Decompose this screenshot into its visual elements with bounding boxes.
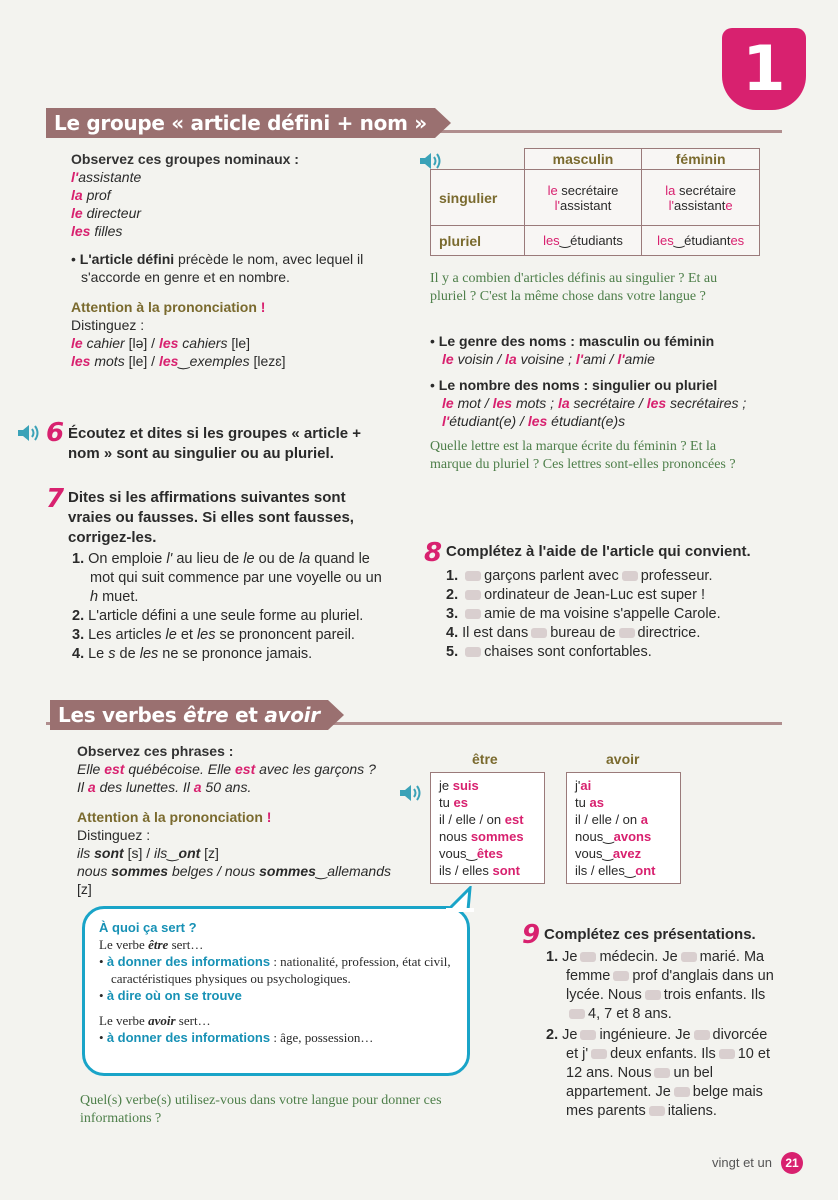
exercise-7-number: 7 <box>46 484 65 514</box>
section-title-articles: Le groupe « article défini + nom » <box>46 108 435 138</box>
info-avoir-intro: Le verbe avoir sert… <box>99 1013 211 1028</box>
etre-line: il / elle / on est <box>439 812 524 827</box>
exercise-9-instruction: Complétez ces présentations. <box>544 926 756 943</box>
cell-feminin-pluriel: les‿étudiantes <box>642 226 760 256</box>
table-row-singulier: singulier <box>431 170 525 226</box>
section-title-verbes: Les verbes être et avoir <box>50 700 328 730</box>
exercise-7-list <box>72 550 392 664</box>
etre-line: ils / elles sont <box>439 863 520 878</box>
ex7-item-4: 4. Le s de les ne se prononce jamais. <box>72 646 313 662</box>
observe-block-1 <box>71 150 371 370</box>
nombre-rule: • Le nombre des noms : singulier ou pluriel le mot / les mots ; la secrétaire / les secrétaires ; l'étudiant(e) / les étudiant(e)s <box>430 376 775 430</box>
question-articles: Il y a combien d'articles définis au singulier ? Et au pluriel ? C'est la même chose dans votre langue ? <box>430 271 718 304</box>
exercise-8-list <box>446 567 776 662</box>
ex8-item-1: 1. garçons parlent avec professeur. <box>446 568 713 584</box>
observe-heading: Observez ces groupes nominaux : <box>71 151 299 167</box>
etre-title: être <box>472 751 498 767</box>
exercise-6-number: 6 <box>46 418 65 448</box>
unit-number: 1 <box>742 32 786 105</box>
ex7-item-2: 2. L'article défini a une seule forme au pluriel. <box>72 608 364 624</box>
etre-line: tu es <box>439 795 468 810</box>
question-marques: Quelle lettre est la marque écrite du féminin ? Et la marque du pluriel ? Ces lettres sont-elles prononcées ? <box>430 439 736 472</box>
info-title: À quoi ça sert ? <box>99 920 197 935</box>
avoir-conjugation <box>566 772 681 884</box>
exercise-9-list <box>546 948 776 1121</box>
speaker-icon-verbes[interactable] <box>398 782 424 804</box>
avoir-line: il / elle / on a <box>575 812 648 827</box>
exercise-7-instruction: Dites si les affirmations suivantes sont vraies ou fausses. Si elles sont fausses, corrigez-les. <box>68 489 354 546</box>
exercise-9-number: 9 <box>522 920 541 950</box>
distinguez-label: Distinguez : <box>71 317 145 333</box>
genre-example: le voisin / la voisine ; l'ami / l'amie <box>442 351 655 367</box>
speaker-icon-ex6[interactable] <box>16 422 42 444</box>
observe-heading-2: Observez ces phrases : <box>77 743 234 759</box>
ex9-item-1: 1. Je médecin. Je marié. Ma femme prof d'anglais dans un lycée. Nous trois enfants. Ils4, 7 et 8 ans. <box>546 949 774 1022</box>
noun-group-1: l'assistante <box>71 169 142 185</box>
exercise-8-number: 8 <box>424 538 443 568</box>
table-row-pluriel: pluriel <box>431 226 525 256</box>
pronunciation-line-2: les mots [le] / les‿exemples [lezɛ] <box>71 353 286 369</box>
article-table <box>430 148 760 256</box>
etre-line: vous‿êtes <box>439 846 503 861</box>
table-col-feminin: féminin <box>642 149 760 170</box>
avoir-line: j'ai <box>575 778 592 793</box>
rule-article: • L'article défini précède le nom, avec lequel il s'accorde en genre et en nombre. <box>71 251 364 285</box>
ex9-item-2: 2. Je ingénieure. Je divorcée et j' deux enfants. Ils 10 et 12 ans. Nous un bel appartement. Je belge mais mes parents italiens. <box>546 1027 770 1119</box>
avoir-line: nous‿avons <box>575 829 652 844</box>
nombre-example: le mot / les mots ; la secrétaire / les secrétaires ; l'étudiant(e) / les étudiant(e)s <box>442 395 747 429</box>
avoir-line: ils / elles‿ont <box>575 863 656 878</box>
avoir-title: avoir <box>606 751 640 767</box>
pron-verb-1: ils sont [s] / ils‿ont [z] <box>77 845 219 861</box>
table-col-masculin: masculin <box>524 149 642 170</box>
exercise-6-instruction: Écoutez et dites si les groupes « article + nom » sont au singulier ou au pluriel. <box>68 425 362 462</box>
genre-rule: • Le genre des noms : masculin ou féminin le voisin / la voisine ; l'ami / l'amie <box>430 332 770 368</box>
ex7-item-1: 1. On emploie l' au lieu de le ou de la quand le mot qui suit commence par une voyelle ou un h muet. <box>72 551 382 605</box>
info-bubble <box>82 906 470 1076</box>
page-number-text: vingt et un <box>712 1155 772 1170</box>
unit-badge <box>722 28 806 110</box>
ex8-item-4: 4. Il est dans bureau de directrice. <box>446 625 701 641</box>
info-bullet-2: • à dire où on se trouve <box>99 988 242 1003</box>
cell-feminin-singulier: la secrétaire l'assistante <box>642 170 760 226</box>
page-number-badge: 21 <box>781 1152 803 1174</box>
noun-group-4: les filles <box>71 223 123 239</box>
pron-verb-2: nous sommes belges / nous sommes‿allemands [z] <box>77 863 392 897</box>
etre-line: je suis <box>439 778 479 793</box>
info-bullet-1: • à donner des informations : nationalité, profession, état civil, caractéristiques physiques ou psychologiques. <box>99 954 451 986</box>
ex8-item-2: 2. ordinateur de Jean-Luc est super ! <box>446 587 705 603</box>
noun-group-3: le directeur <box>71 205 142 221</box>
pronunciation-line-1: le cahier [lə] / les cahiers [le] <box>71 335 251 351</box>
exercise-8-instruction: Complétez à l'aide de l'article qui convient. <box>446 543 751 560</box>
distinguez-label-2: Distinguez : <box>77 827 151 843</box>
phrase-line-1: Elle est québécoise. Elle est avec les garçons ? <box>77 761 376 777</box>
cell-masculin-singulier: le secrétaire l'assistant <box>524 170 642 226</box>
observe-block-2 <box>77 742 407 898</box>
bubble-tail <box>446 886 476 912</box>
noun-group-2: la prof <box>71 187 111 203</box>
cell-masculin-pluriel: les‿étudiants <box>524 226 642 256</box>
ex8-item-3: 3. amie de ma voisine s'appelle Carole. <box>446 606 721 622</box>
info-etre-intro: Le verbe être sert… <box>99 937 204 952</box>
phrase-line-2: Il a des lunettes. Il a 50 ans. <box>77 779 252 795</box>
ex8-item-5: 5. chaises sont confortables. <box>446 644 652 660</box>
avoir-line: vous‿avez <box>575 846 642 861</box>
avoir-line: tu as <box>575 795 604 810</box>
etre-conjugation <box>430 772 545 884</box>
attention-heading: Attention à la prononciation ! <box>71 299 266 315</box>
ex7-item-3: 3. Les articles le et les se prononcent pareil. <box>72 627 355 643</box>
question-verbes: Quel(s) verbe(s) utilisez-vous dans votre langue pour donner ces informations ? <box>80 1093 442 1126</box>
attention-heading-2: Attention à la prononciation ! <box>77 809 272 825</box>
etre-line: nous sommes <box>439 829 524 844</box>
info-bullet-3: • à donner des informations : âge, possession… <box>99 1030 374 1045</box>
